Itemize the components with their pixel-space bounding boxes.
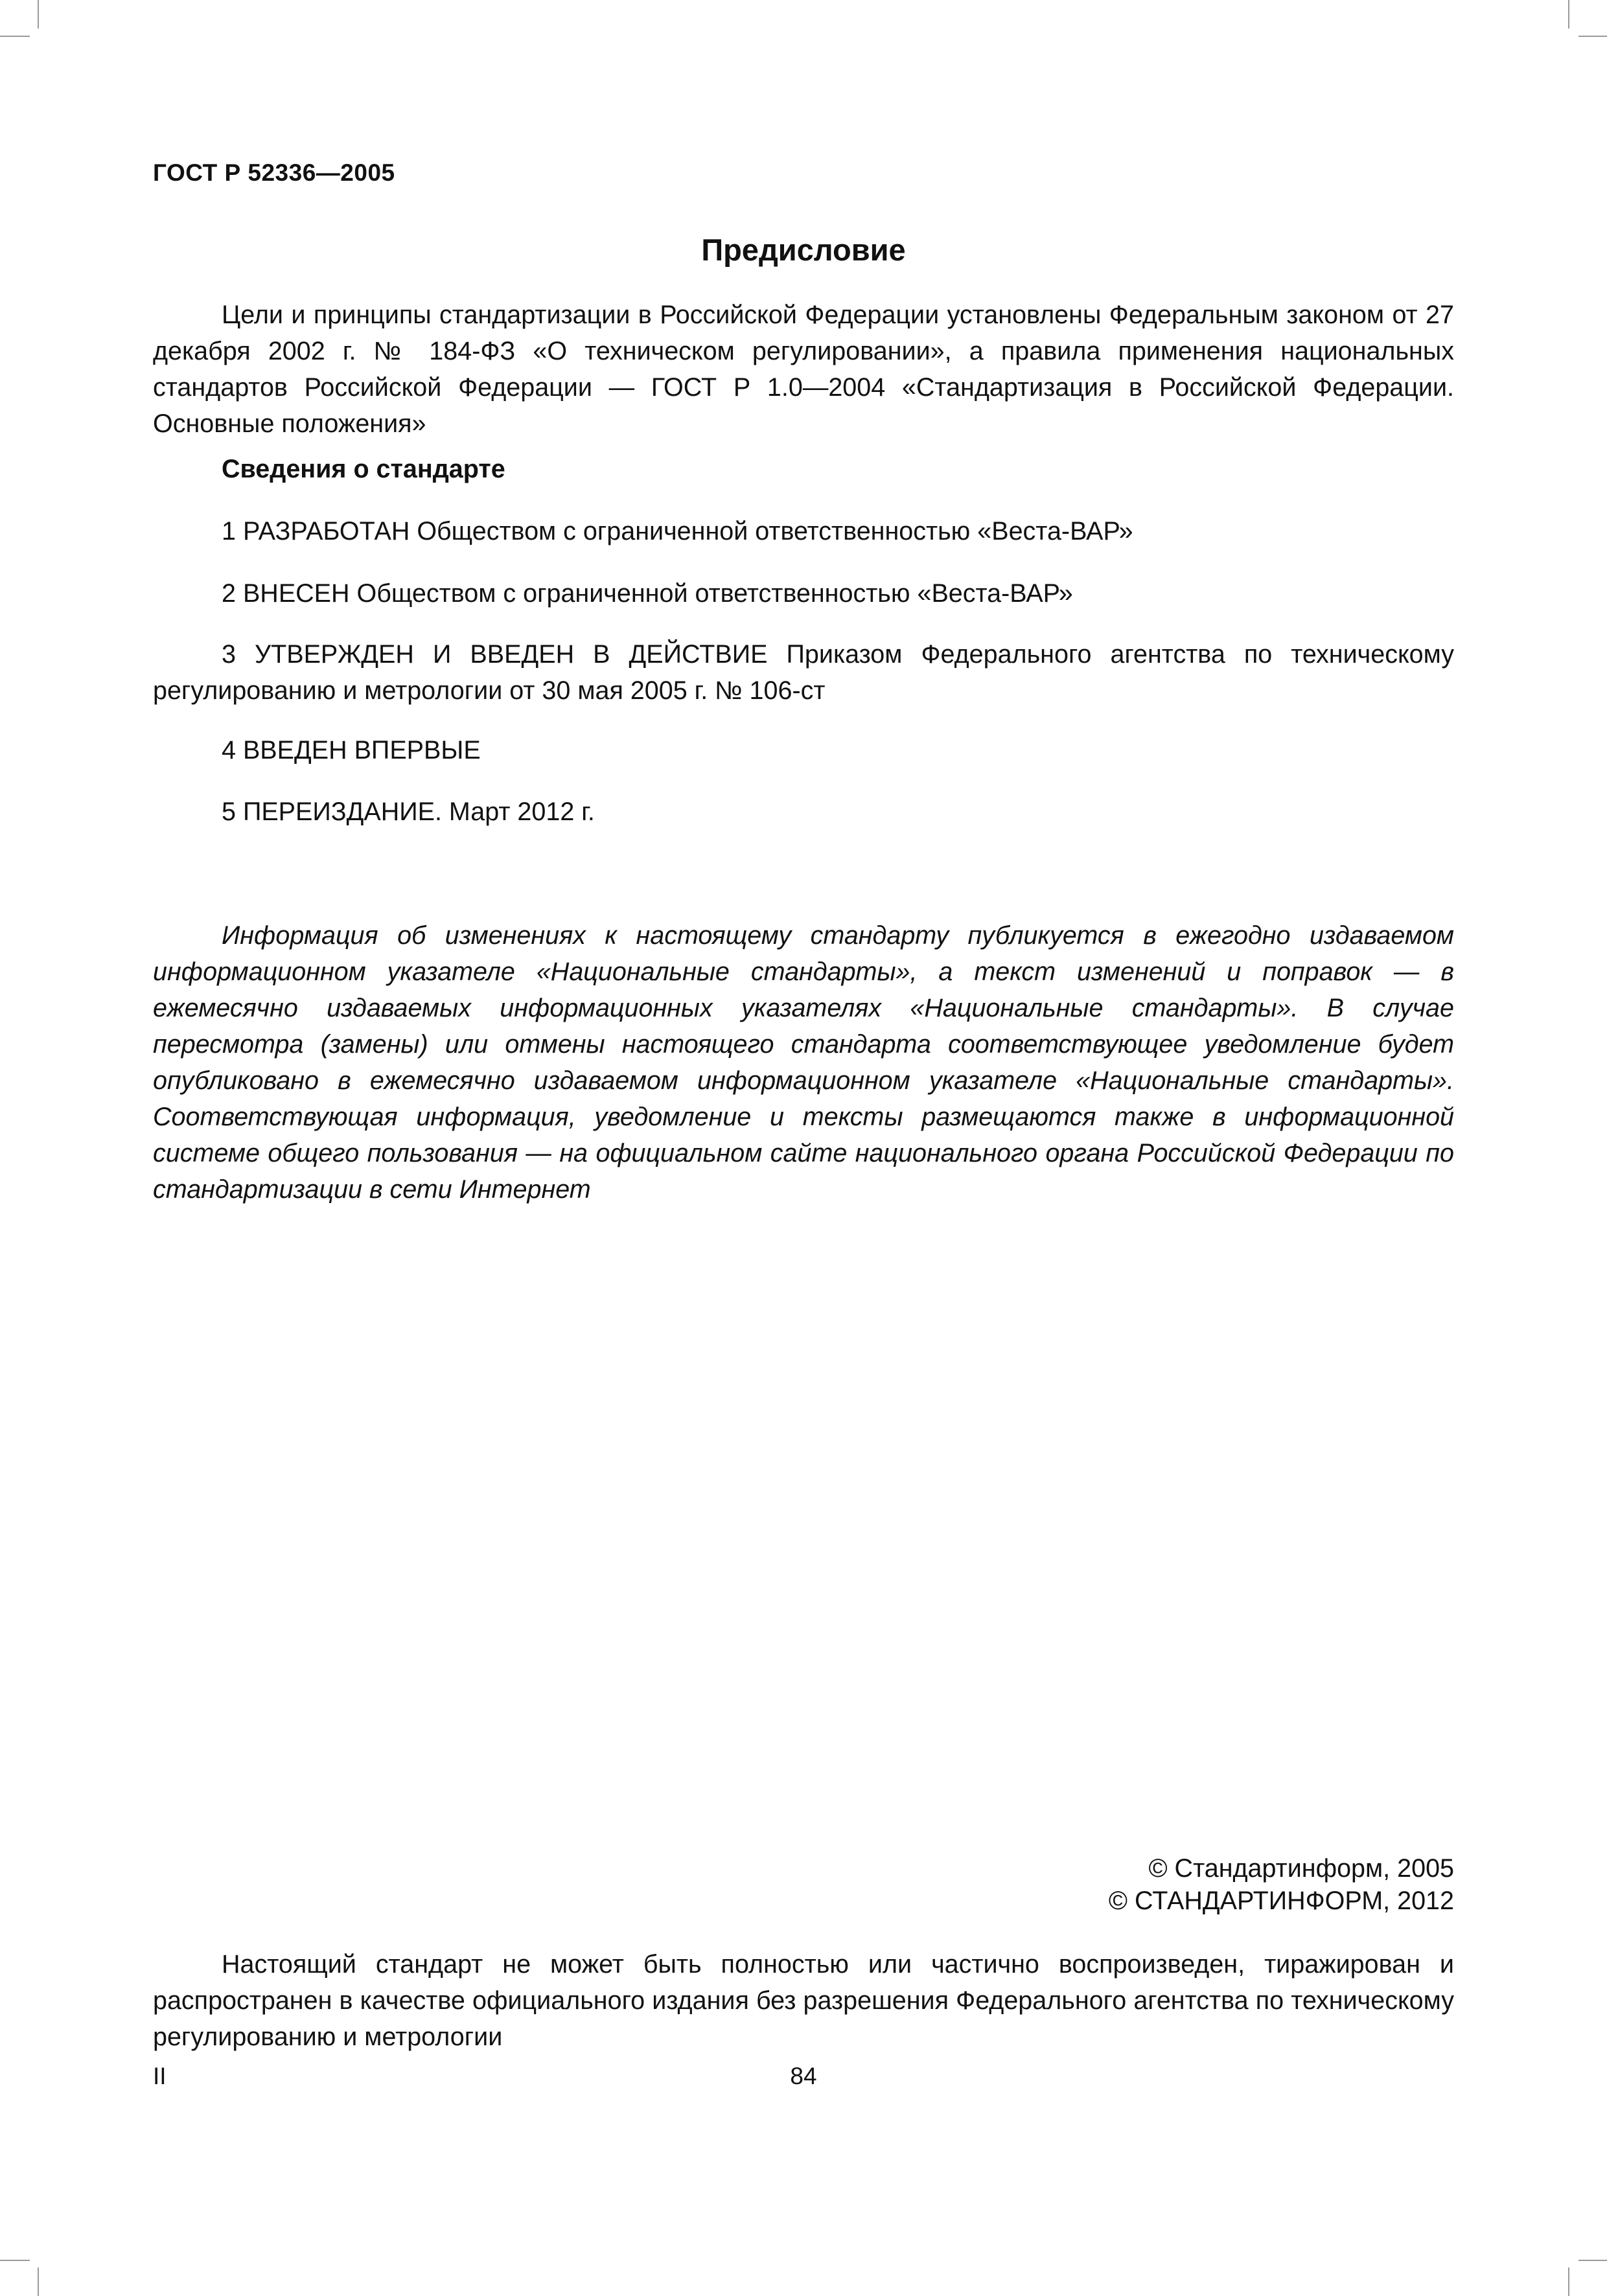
reproduction-notice: Настоящий стандарт не может быть полностью или частично воспроизведен, тиражирован и распространен в качестве официального издания без разрешения Федерального агентства по техническому регулированию и метрологии xyxy=(153,1950,1454,2051)
info-item-3: 3 УТВЕРЖДЕН И ВВЕДЕН В ДЕЙСТВИЕ Приказом Федерального агентства по техническому регулированию и метрологии от 30 мая 2005 г. № 106-ст xyxy=(153,640,1454,705)
info-item-5: 5 ПЕРЕИЗДАНИЕ. Март 2012 г. xyxy=(222,798,595,826)
page-title: Предисловие xyxy=(701,233,906,267)
crop-mark-top-right-v xyxy=(1568,0,1569,29)
crop-mark-bottom-left-h xyxy=(0,2260,30,2261)
page-roman-number: II xyxy=(153,2063,167,2089)
info-item-4: 4 ВВЕДЕН ВПЕРВЫЕ xyxy=(222,736,481,764)
page-number: 84 xyxy=(790,2063,817,2089)
changes-note: Информация об изменениях к настоящему стандарту публикуется в ежегодно издаваемом информационном указателе «Национальные стандарты», а текст изменений и поправок — в ежемесячно издаваемых информационных указателях «Национальные стандарты». В случае пересмотра (замены) или отмены настоящего стандарта соответствующее уведомление будет опубликовано в ежемесячно издаваемом информационном указателе «Национальные стандарты». Соответствующая информация, уведомление и тексты размещаются также в информационной системе общего пользования — на официальном сайте национального органа Российской Федерации по стандартизации в сети Интернет xyxy=(153,921,1454,1204)
crop-mark-top-right-h xyxy=(1578,36,1607,37)
info-heading: Сведения о стандарте xyxy=(222,455,505,483)
crop-mark-top-left-h xyxy=(0,36,30,37)
info-item-2: 2 ВНЕСЕН Обществом с ограниченной ответственностью «Веста-ВАР» xyxy=(222,579,1073,608)
intro-paragraph: Цели и принципы стандартизации в Российской Федерации установлены Федеральным законом от 27 декабря 2002 г. № 184-ФЗ «О техническом регулировании», а правила применения национальных стандартов Российской Федерации — ГОСТ Р 1.0—2004 «Стандартизация в Российской Федерации. Основные положения» xyxy=(153,301,1454,438)
standard-designation: ГОСТ Р 52336—2005 xyxy=(153,159,395,186)
info-item-1: 1 РАЗРАБОТАН Обществом с ограниченной ответственностью «Веста-ВАР» xyxy=(222,517,1133,545)
crop-mark-top-left-v xyxy=(38,0,39,29)
crop-mark-bottom-right-h xyxy=(1578,2260,1607,2261)
copyright-2005: © Стандартинформ, 2005 xyxy=(1148,1854,1454,1883)
crop-mark-bottom-right-v xyxy=(1568,2267,1569,2296)
crop-mark-bottom-left-v xyxy=(38,2267,39,2296)
copyright-2012: © СТАНДАРТИНФОРМ, 2012 xyxy=(1108,1887,1454,1915)
